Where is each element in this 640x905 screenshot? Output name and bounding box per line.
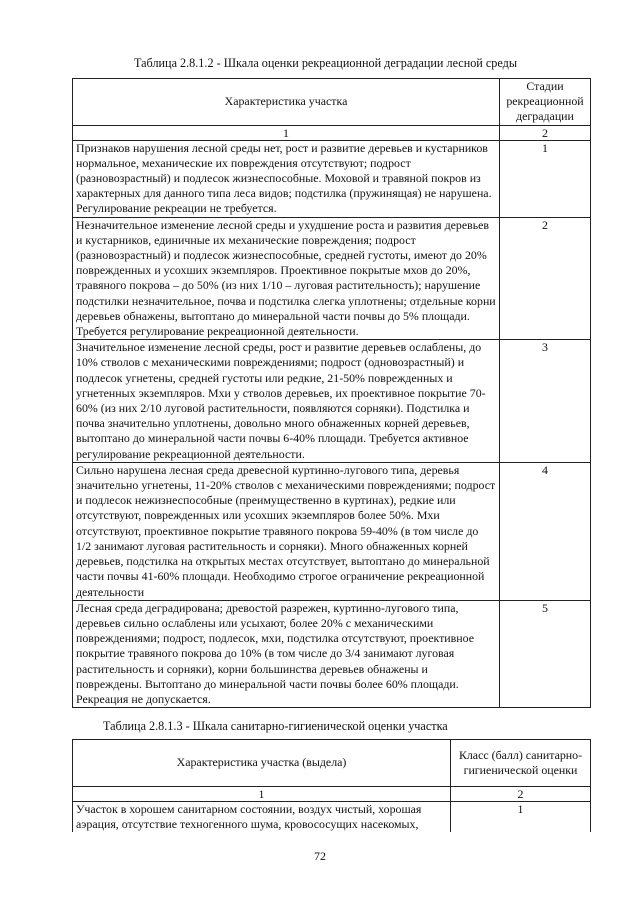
column-number: 1 (73, 125, 500, 140)
table2-caption: Таблица 2.8.1.3 - Шкала санитарно-гигиенической оценки участка (103, 719, 448, 733)
column-number: 2 (500, 125, 591, 140)
header-characteristic: Характеристика участка (выдела) (73, 740, 451, 787)
table-row (73, 462, 591, 600)
sanitary-scale-table (72, 739, 591, 832)
row-description: Незначительное изменение лесной среды и ухудшение роста и развития деревьев и кустарников, единичные их механические повреждения; подрост (разновозрастный) и подлесок жизнеспособные, средней густоты, имеют до 20% поврежденных и усохших экземпляров. Проективное покрытые мхов до 20%, травяного покрова – до 50% (из них 1/10 – луговая растительность); нарушение подстилки незначительное, почва и подстилка слегка уплотнены; отдельные корни деревьев обнажены, вытоптано до минеральной части почвы до 5% площади. Требуется регулирование рекреационной деятельности. (73, 217, 500, 340)
table-row (73, 600, 591, 707)
header-stages: Стадии рекреационной деградации (500, 79, 591, 126)
row-stage: 4 (500, 462, 591, 600)
row-description: Сильно нарушена лесная среда древесной куртинно-лугового типа, деревья значительно угнетены, 11-20% стволов с механическими повреждениями; подрост и подлесок нежизнеспособные (преимущественно в куртинах), редкие или отсутствуют, поврежденных или усохших экземпляров более 50%. Мхи отсутствуют, проективное покрытие травяного покрова 59-40% (в том числе до 1/2 занимают луговая растительность и сорняки). Много обнаженных корней деревьев, подстилка на открытых местах отсутствует, вытоптано до минеральной части почвы 41-60% площади. Необходимо строгое ограничение рекреационной деятельности (73, 462, 500, 600)
header-class: Класс (балл) санитарно-гигиенической оценки (451, 740, 591, 787)
column-numbering-row (73, 787, 591, 802)
row-description: Лесная среда деградирована; древостой разрежен, куртинно-лугового типа, деревьев сильно ослаблены или усыхают, более 20% с механическими повреждениями; подрост, подлесок, мхи, подстилка отсутствуют, проективное покрытие травяного покрова до 10% (в том числе до 3/4 занимают луговая растительность и сорняки), корни большинства деревьев обнажены и повреждены. Вытоптано до минеральной части почвы более 60% площади. Рекреация не допускается. (73, 600, 500, 707)
table-row (73, 217, 591, 340)
column-number: 1 (73, 787, 451, 802)
degradation-scale-table (72, 78, 591, 708)
table-row (73, 140, 591, 217)
row-stage: 3 (500, 340, 591, 463)
row-description: Участок в хорошем санитарном состоянии, воздух чистый, хорошая аэрация, отсутствие техногенного шума, кровососущих насекомых, (73, 802, 451, 833)
row-description: Значительное изменение лесной среды, рост и развитие деревьев ослаблены, до 10% стволов с механическими повреждениями; подрост (одновозрастный) и подлесок угнетены, средней густоты или редкие, 21-50% поврежденных и угнетенных экземпляров. Мхи у стволов деревьев, их проективное покрытие 70-60% (из них 2/10 луговой растительности, появляются сорняки). Подстилка и почва значительно уплотнены, довольно много обнаженных корней деревьев, вытоптано до минеральной части почвы 6-40% площади. Требуется активное регулирование рекреационной деятельности. (73, 340, 500, 463)
row-stage: 1 (500, 140, 591, 217)
table1-caption: Таблица 2.8.1.2 - Шкала оценки рекреационной деградации лесной среды (134, 56, 518, 70)
row-description: Признаков нарушения лесной среды нет, рост и развитие деревьев и кустарников нормальное, механические их повреждения отсутствуют; подрост (разновозрастный) и подлесок жизнеспособные. Моховой и травяной покров из характерных для данного типа леса видов; подстилка (пружинящая) не нарушена. Регулирование рекреации не требуется. (73, 140, 500, 217)
header-characteristic: Характеристика участка (73, 79, 500, 126)
page-number: 72 (314, 849, 326, 863)
column-numbering-row (73, 125, 591, 140)
row-stage: 5 (500, 600, 591, 707)
row-stage: 2 (500, 217, 591, 340)
table-row (73, 340, 591, 463)
table-header-row (73, 79, 591, 126)
table-header-row (73, 740, 591, 787)
table-row (73, 802, 591, 833)
row-class: 1 (451, 802, 591, 833)
column-number: 2 (451, 787, 591, 802)
